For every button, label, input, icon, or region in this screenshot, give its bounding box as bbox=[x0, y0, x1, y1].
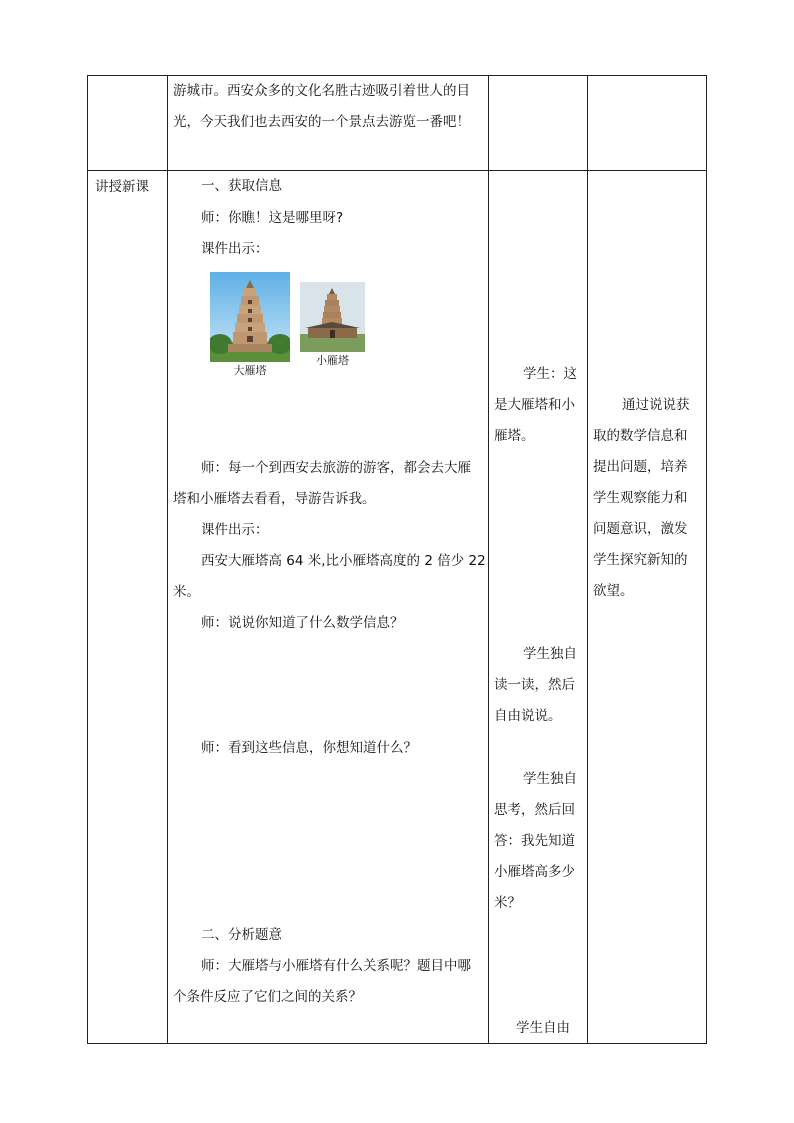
student-response-3e: 米？ bbox=[494, 895, 521, 911]
teacher-line-5b: 个条件反应了它们之间的关系？ bbox=[173, 989, 362, 1005]
problem-statement-a: 西安大雁塔高 64 米,比小雁塔高度的 2 倍少 22 bbox=[201, 553, 486, 569]
student-response-4a: 学生自由 bbox=[516, 1020, 570, 1036]
intent-line-1: 通过说说获 bbox=[622, 397, 690, 413]
intent-line-4: 学生观察能力和 bbox=[593, 490, 688, 506]
student-response-1b: 是大雁塔和小 bbox=[494, 397, 575, 413]
small-wild-goose-pagoda-image bbox=[300, 282, 365, 352]
courseware-label-1: 课件出示： bbox=[201, 241, 269, 257]
student-response-2c: 自由说说。 bbox=[494, 708, 562, 724]
courseware-label-2: 课件出示： bbox=[201, 522, 269, 538]
table-left-border bbox=[87, 75, 88, 1044]
column-divider-2 bbox=[488, 75, 489, 1044]
table-right-border bbox=[706, 75, 707, 1044]
student-response-2a: 学生独自 bbox=[523, 646, 577, 662]
teacher-line-2a: 师：每一个到西安去旅游的游客，都会去大雁 bbox=[201, 460, 471, 476]
column-divider-3 bbox=[587, 75, 588, 1044]
intent-line-3: 提出问题，培养 bbox=[593, 459, 688, 475]
intro-line-2: 光，今天我们也去西安的一个景点去游览一番吧！ bbox=[173, 114, 470, 130]
small-wild-goose-pagoda-caption: 小雁塔 bbox=[316, 354, 349, 367]
intent-line-6: 学生探究新知的 bbox=[593, 552, 688, 568]
table-row-divider bbox=[87, 170, 707, 171]
big-wild-goose-pagoda-caption: 大雁塔 bbox=[233, 364, 267, 377]
student-response-3d: 小雁塔高多少 bbox=[494, 864, 575, 880]
problem-statement-b: 米。 bbox=[173, 584, 200, 600]
student-response-1a: 学生：这 bbox=[523, 366, 577, 382]
teacher-line-1: 师：你瞧！这是哪里呀? bbox=[201, 210, 344, 226]
student-response-1c: 雁塔。 bbox=[494, 428, 535, 444]
intent-line-5: 问题意识，激发 bbox=[593, 521, 688, 537]
big-wild-goose-pagoda-image bbox=[210, 272, 290, 362]
pagoda-illustration-large bbox=[210, 272, 290, 362]
intro-line-1: 游城市。西安众多的文化名胜古迹吸引着世人的目 bbox=[173, 83, 470, 99]
teacher-line-2b: 塔和小雁塔去看看，导游告诉我。 bbox=[173, 491, 376, 507]
student-response-2b: 读一读，然后 bbox=[494, 677, 575, 693]
student-response-3b: 思考，然后回 bbox=[494, 802, 575, 818]
heading-analyze: 二、分析题意 bbox=[201, 927, 282, 943]
column-divider-1 bbox=[167, 75, 168, 1044]
heading-get-info: 一、获取信息 bbox=[201, 178, 282, 194]
section-label: 讲授新课 bbox=[95, 179, 149, 195]
student-response-3c: 答：我先知道 bbox=[494, 833, 575, 849]
intent-line-2: 取的数学信息和 bbox=[593, 428, 688, 444]
student-response-3a: 学生独自 bbox=[523, 771, 577, 787]
intent-line-7: 欲望。 bbox=[593, 583, 634, 599]
teacher-line-5a: 师：大雁塔与小雁塔有什么关系呢？题目中哪 bbox=[201, 958, 471, 974]
teacher-line-3: 师：说说你知道了什么数学信息？ bbox=[201, 615, 404, 631]
pagoda-illustration-small bbox=[300, 282, 365, 352]
teacher-line-4: 师：看到这些信息，你想知道什么？ bbox=[201, 740, 417, 756]
table-bottom-border bbox=[87, 1043, 707, 1044]
